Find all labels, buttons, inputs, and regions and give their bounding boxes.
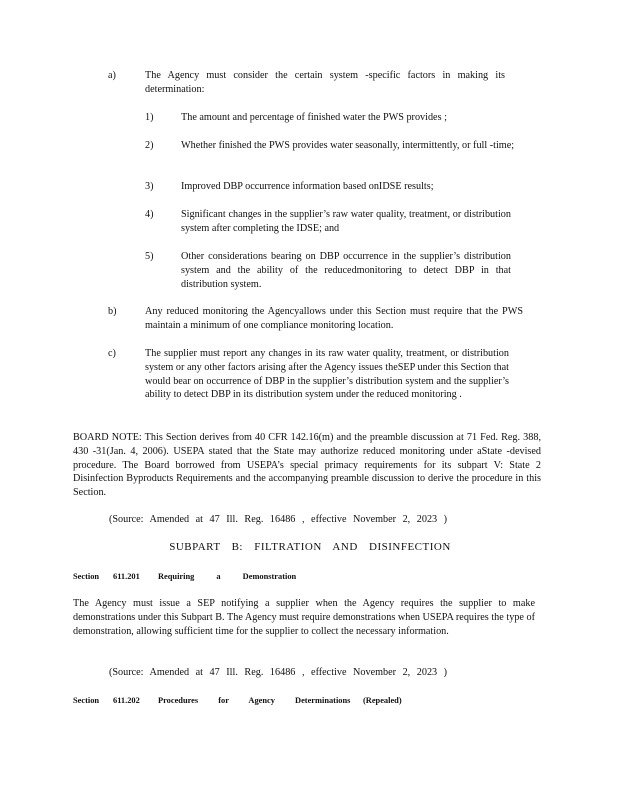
subpart-heading: SUBPART B: FILTRATION AND DISINFECTION	[169, 541, 451, 553]
source-note-1: (Source: Amended at 47 Ill. Reg. 16486 , effective November 2, 2023 )	[109, 514, 448, 525]
section-202-status: (Repealed)	[363, 696, 402, 705]
section-202-word: Section	[73, 696, 100, 705]
subitem-1-text: The amount and percentage of finished water the PWS provides ;	[181, 112, 447, 123]
subitem-2-label: 2)	[145, 140, 154, 151]
subitem-3-text: Improved DBP occurrence information based onIDSE results;	[181, 181, 434, 192]
subitem-2-text: Whether finished the PWS provides water seasonally, intermittently, or full -time;	[181, 140, 515, 151]
item-c-label: c)	[108, 348, 116, 359]
item-c-text: The supplier must report any changes in its raw water quality, treatment, or distribution system or any other factors arising after the Agency issues theSEP under this Section that would bear on occurrence of DBP in the supplier’s distribution system and the supplier’s ability to detect DBP in its distribution system under the reduced monitoring .	[145, 348, 509, 401]
section-202-title: Procedures for Agency Determinations	[158, 696, 351, 705]
subitem-5-text: Other considerations bearing on DBP occurrence in the supplier’s distribution system and the ability of the reducedmonitoring to detect DBP in that distribution system.	[181, 251, 511, 290]
subitem-3-label: 3)	[145, 181, 154, 192]
section-202-number: 611.202	[113, 696, 140, 705]
source-note-2: (Source: Amended at 47 Ill. Reg. 16486 , effective November 2, 2023 )	[109, 667, 448, 678]
subitem-4-label: 4)	[145, 209, 154, 220]
section-201-title: Requiring a Demonstration	[158, 572, 297, 581]
subitem-1-label: 1)	[145, 112, 154, 123]
item-a-label: a)	[108, 70, 116, 81]
item-b-text: Any reduced monitoring the Agencyallows under this Section must require that the PWS maintain a minimum of one compliance monitoring location.	[145, 306, 523, 331]
item-b-label: b)	[108, 306, 117, 317]
section-201-number: 611.201	[113, 572, 140, 581]
section-202-heading	[73, 696, 473, 708]
section-201-heading	[73, 572, 373, 584]
item-a-text: The Agency must consider the certain system -specific factors in making its determination:	[145, 70, 505, 95]
subitem-4-text: Significant changes in the supplier’s raw water quality, treatment, or distribution system after completing the IDSE; and	[181, 209, 511, 234]
section-201-text: The Agency must issue a SEP notifying a supplier when the Agency requires the supplier to make demonstrations under this Subpart B. The Agency must require demonstrations when USEPA requires the type of demonstration, allowing sufficient time for the supplier to collect the necessary information.	[73, 598, 535, 637]
section-201-word: Section	[73, 572, 100, 581]
board-note: BOARD NOTE: This Section derives from 40 CFR 142.16(m) and the preamble discussion at 71 Fed. Reg. 388, 430 -31(Jan. 4, 2006). USEPA stated that the State may authorize reduced monitoring under aState -devised procedure. The Board borrowed from USEPA’s special primacy requirements for its subpart V: State 2 Disinfection Byproducts Requirements and the accompanying preamble discussion to derive the procedure in this Section.	[73, 432, 541, 499]
subitem-5-label: 5)	[145, 251, 154, 262]
